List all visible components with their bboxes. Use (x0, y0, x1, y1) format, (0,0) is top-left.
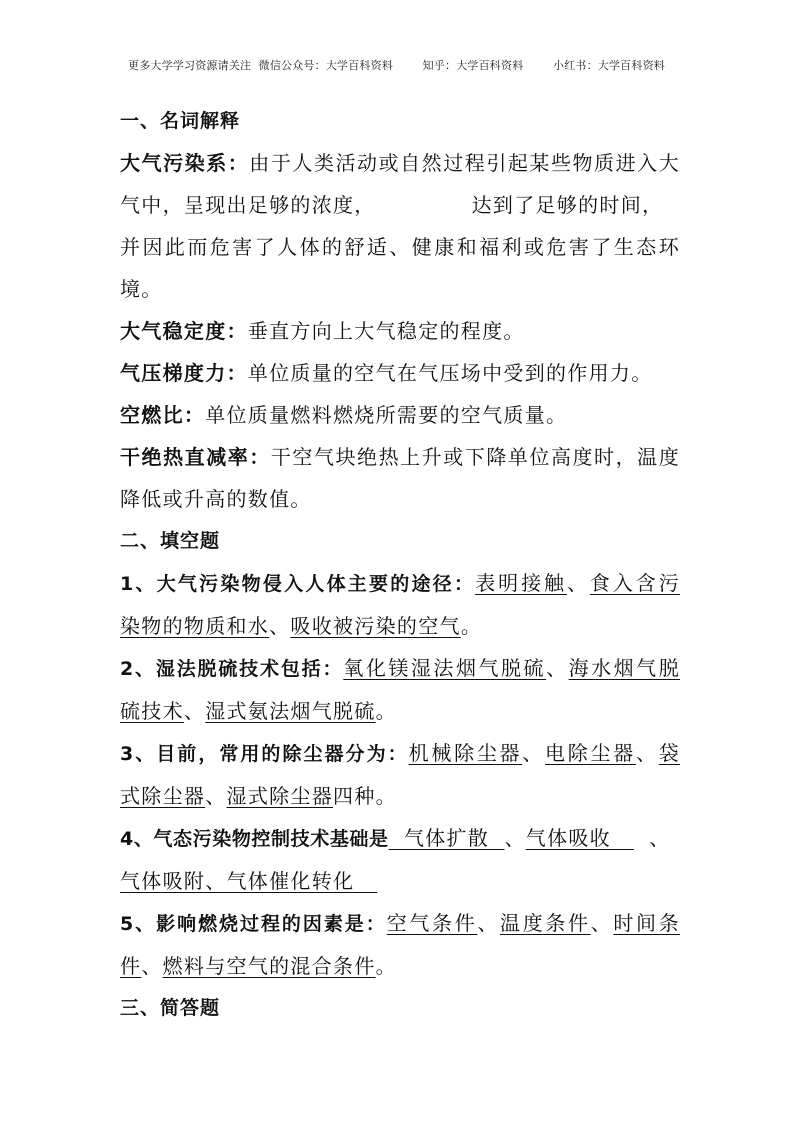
definition-dry-adiabatic-lapse-rate-line2: 降低或升高的数值。 (120, 487, 312, 511)
question-1 (120, 562, 680, 605)
definition-text: 达到了足够的时间， (471, 193, 664, 217)
answer: 氧化镁湿法烟气脱硫 (343, 656, 547, 680)
term-label: 干绝热直减率： (120, 445, 271, 469)
separator: 、 (504, 826, 526, 850)
section-title-short-answer: 三、简答题 (120, 997, 221, 1019)
separator: 、 (522, 741, 546, 765)
definition-atmospheric-stability (120, 310, 680, 352)
answer: 燃料与空气的混合条件 (162, 954, 376, 978)
question-2 (120, 647, 680, 690)
question-label: 2、湿法脱硫技术包括： (120, 658, 344, 680)
answer: 空气条件 (386, 911, 478, 935)
section-title-definitions: 一、名词解释 (120, 110, 241, 132)
separator: 。 (375, 954, 397, 978)
separator: 、 (633, 826, 671, 850)
answer: 海水烟气脱 (568, 656, 680, 680)
separator: 、 (546, 656, 569, 680)
term-label: 空燃比： (120, 403, 206, 427)
question-4-line2 (120, 860, 680, 902)
definition-air-pollution-line3: 并因此而危害了人体的舒适、健康和福利或危害了生态环 (120, 235, 680, 259)
separator: 四种。 (333, 784, 397, 808)
separator: 、 (590, 911, 614, 935)
answer: 气体吸收 (525, 826, 634, 850)
answer: 染物的物质和水 (120, 614, 270, 638)
definition-text: 气中，呈现出足够的浓度， (120, 193, 376, 217)
question-2-line2 (120, 690, 680, 732)
definition-air-fuel-ratio (120, 394, 680, 436)
separator: 、 (477, 911, 501, 935)
separator: 、 (141, 954, 163, 978)
separator: 。 (460, 614, 483, 638)
answer: 湿式除尘器 (226, 784, 334, 808)
answer: 吸收被污染的空气 (290, 614, 461, 638)
section-title-fill-in: 二、填空题 (120, 530, 221, 552)
answer: 食入含污 (589, 571, 681, 595)
answer: 机械除尘器 (408, 741, 523, 765)
answer: 表明接触 (475, 571, 567, 595)
question-label: 5、影响燃烧过程的因素是： (120, 913, 387, 935)
separator: 、 (183, 699, 206, 723)
definition-text: 由于人类活动或自然过程引起某些物质进入大 (249, 151, 680, 175)
question-3-line2 (120, 775, 680, 817)
question-label: 3、目前，常用的除尘器分为： (120, 743, 409, 765)
answer: 式除尘器 (120, 784, 206, 808)
definition-text: 干空气块绝热上升或下降单位高度时，温度 (270, 445, 680, 469)
page-header: 更多大学学习资源请关注 微信公众号：大学百科资料 知乎：大学百科资料 小红书：大学百科资料 (128, 59, 665, 72)
answer: 气体吸附、气体催化转化 (120, 869, 378, 893)
answer: 温度条件 (500, 911, 591, 935)
term-label: 大气污染系： (120, 151, 250, 175)
definition-text: 单位质量的空气在气压场中受到的作用力。 (247, 361, 653, 385)
term-label: 气压梯度力： (120, 361, 248, 385)
definition-text: 单位质量燃料燃烧所需要的空气质量。 (205, 403, 568, 427)
definition-text: 垂直方向上大气稳定的程度。 (247, 319, 525, 343)
separator: 、 (635, 741, 659, 765)
question-label: 1、大气污染物侵入人体主要的途径： (120, 573, 476, 595)
answer: 件 (120, 954, 142, 978)
definition-air-pollution (120, 142, 680, 184)
term-label: 大气稳定度： (120, 319, 248, 343)
separator: 。 (375, 699, 397, 723)
question-5 (120, 902, 680, 945)
question-3 (120, 732, 680, 775)
separator: 、 (205, 784, 227, 808)
answer: 湿式氨法烟气脱硫 (205, 699, 376, 723)
answer: 时间条 (613, 911, 680, 935)
question-1-line2 (120, 605, 680, 647)
separator: 、 (566, 571, 590, 595)
answer: 硫技术 (120, 699, 184, 723)
question-4 (120, 817, 680, 860)
question-5-line2 (120, 945, 680, 987)
definition-air-pollution-line2 (120, 184, 680, 226)
answer: 电除尘器 (545, 741, 636, 765)
definition-air-pollution-line4: 境。 (120, 277, 163, 301)
separator: 、 (269, 614, 291, 638)
document-body (120, 100, 680, 1029)
definition-dry-adiabatic-lapse-rate (120, 436, 680, 478)
question-label: 4、气态污染物控制技术基础是 (120, 828, 389, 850)
definition-pressure-gradient-force (120, 352, 680, 394)
answer: 气体扩散 (388, 826, 505, 850)
answer: 袋 (658, 741, 680, 765)
